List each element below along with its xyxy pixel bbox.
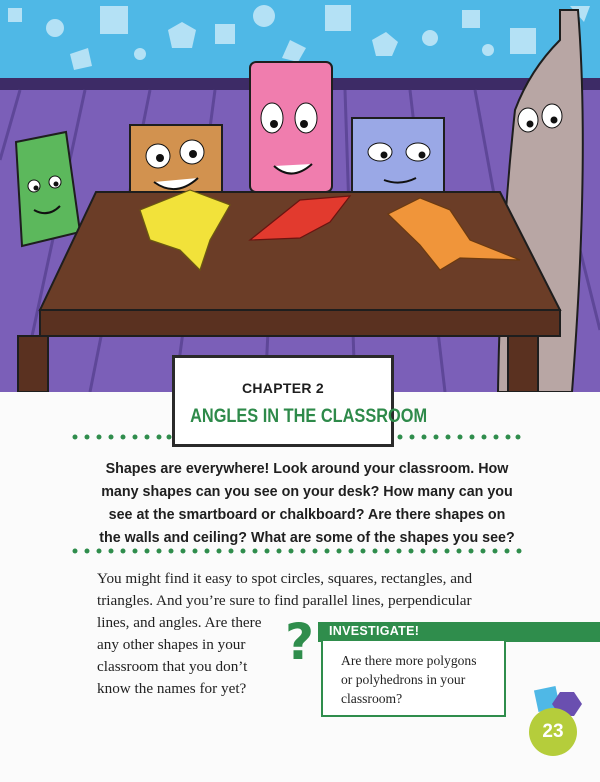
- body-line: know the names for yet?: [97, 680, 247, 697]
- chapter-number: CHAPTER 2: [241, 380, 325, 396]
- chapter-heading-box: [172, 355, 428, 447]
- dotted-divider-right: [397, 434, 521, 440]
- body-line: classroom that you don’t: [97, 658, 248, 675]
- page-number: 23: [542, 721, 564, 742]
- investigate-line: or polyhedrons in your: [341, 672, 466, 687]
- investigate-line: Are there more polygons: [341, 653, 477, 668]
- investigate-question: [341, 651, 501, 708]
- investigate-label: INVESTIGATE!: [329, 624, 420, 638]
- body-line: You might find it easy to spot circles, squares, rectangles, and: [97, 570, 473, 587]
- body-line: triangles. And you’re sure to find parallel lines, perpendicular: [97, 592, 472, 609]
- chapter-intro-text: Shapes are everywhere! Look around your classroom. How many shapes can you see on your desk? How many can you see at the smartboard or chalkboard? Are there shapes on the walls and ceiling? What are some of the shapes you see?: [99, 461, 515, 546]
- dotted-divider-full: [72, 548, 524, 554]
- body-line: lines, and angles. Are there: [97, 614, 262, 631]
- investigate-line: classroom?: [341, 691, 403, 706]
- question-mark-icon: ?: [285, 613, 315, 671]
- dotted-divider-left: [72, 434, 172, 440]
- chapter-title: ANGLES IN THE CLASSROOM: [190, 406, 428, 427]
- body-line: any other shapes in your: [97, 636, 246, 653]
